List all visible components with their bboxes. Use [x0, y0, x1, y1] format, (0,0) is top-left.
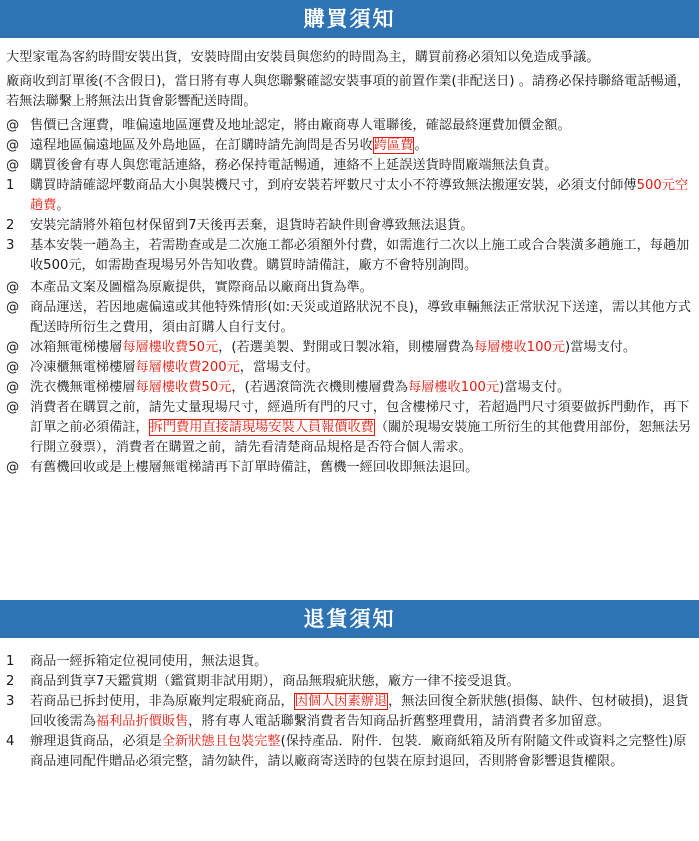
purchase-text-run: 本產品文案及圖檔為原廠提供，實際商品以廠商出貨為準。: [30, 280, 373, 295]
return-text-run: (保持產品．附件．包裝．廠商紙箱及所有附隨文件或資料之完整性)原商品連同配件贈品必須完整，請勿缺件，請以廠商寄送時的包裝在原封退回，否則將會影響退貨權限。: [30, 734, 687, 769]
return-text-run: 若商品已拆封使用，非為原廠判定瑕疵商品，: [30, 694, 294, 709]
purchase-item-text: [30, 136, 693, 156]
purchase-text-run: 售價已含運費，唯偏遠地區運費及地址認定，將由廠商專人電聯後，確認最終運費加價金額。: [30, 118, 571, 133]
purchase-item-text: [30, 176, 693, 216]
purchase-item-marker: 1: [6, 178, 15, 193]
purchase-text-run: 遠程地區偏遠地區及外島地區，在訂購時請先詢問是否另收: [30, 138, 373, 153]
return-highlight: 因個人因素辦退: [294, 694, 388, 709]
purchase-highlight: 每層樓收費50元: [122, 340, 219, 355]
purchase-text-run: 購買時請確認坪數商品大小與裝機尺寸，到府安裝若坪數尺寸太小不符導致無法搬運安裝，必須支付師傅: [30, 178, 637, 193]
return-text-run: 辦理退貨商品，必須是: [30, 734, 162, 749]
purchase-item-marker: @: [6, 460, 20, 475]
purchase-text-run: 冷凍櫃無電梯樓層: [30, 360, 136, 375]
purchase-item: [6, 176, 693, 216]
return-item-text: [30, 692, 693, 732]
purchase-item-marker: @: [6, 340, 20, 355]
purchase-item-text: [30, 216, 693, 236]
return-item-text: [30, 652, 693, 672]
purchase-item-text: [30, 458, 693, 478]
return-item-text: [30, 732, 693, 772]
return-item-marker: 4: [6, 734, 15, 749]
purchase-highlight: 每層樓收費50元: [135, 380, 232, 395]
return-item: [6, 732, 693, 772]
purchase-item-marker: @: [6, 300, 20, 315]
purchase-item-text: [30, 278, 693, 298]
purchase-item-text: [30, 156, 693, 176]
purchase-item-marker: @: [6, 280, 20, 295]
purchase-text-run: )當場支付。: [499, 380, 571, 395]
purchase-item: [6, 458, 693, 478]
return-text-run: 商品一經拆箱定位視同使用，無法退貨。: [30, 654, 268, 669]
return-item-text: [30, 672, 693, 692]
return-item: [6, 652, 693, 672]
purchase-highlight: 跨區費: [373, 138, 414, 153]
return-text-run: ，無法回復全新狀態(損傷、缺件、包材破損)，退貨回收後需為: [30, 694, 689, 729]
purchase-item: [6, 298, 693, 338]
purchase-item: [6, 398, 693, 458]
purchase-text-run: ，當場支付。: [239, 360, 319, 375]
purchase-notice-title: 購買須知: [303, 7, 396, 31]
purchase-text-run: 安裝完請將外箱包材保留到7天後再丟棄，退貨時若缺件則會導致無法退貨。: [30, 218, 474, 233]
purchase-item: [6, 136, 693, 156]
purchase-item-text: [30, 378, 693, 398]
return-item-marker: 2: [6, 674, 15, 689]
purchase-notice-list: [6, 116, 693, 478]
purchase-item: [6, 338, 693, 358]
purchase-item-marker: @: [6, 138, 20, 153]
return-notice-title: 退貨須知: [303, 607, 396, 631]
purchase-item-text: [30, 116, 693, 136]
return-notice-banner: [0, 600, 699, 638]
purchase-item-text: [30, 358, 693, 378]
purchase-text-run: 商品運送，若因地處偏遠或其他特殊情形(如:天災或道路狀況不良)，導致車輛無法正常狀況下送達，需以其他方式配送時所衍生之費用，須由訂購人自行支付。: [30, 300, 691, 335]
purchase-text-run: 消費者在購買之前，請先丈量現場尺寸，經過所有門的尺寸，包含樓梯尺寸，若超過門尺寸須要做拆門動作，再下訂單之前必須備註，: [30, 400, 690, 435]
purchase-text-run: 洗衣機無電梯樓層: [30, 380, 136, 395]
purchase-item-marker: @: [6, 360, 20, 375]
return-text-run: 商品到貨享7天鑑賞期（鑑賞期非試用期），商品無瑕疵狀態，廠方一律不接受退貨。: [30, 674, 520, 689]
purchase-notice-section: [6, 48, 693, 478]
purchase-text-run: 有舊機回收或是上樓層無電梯請再下訂單時備註，舊機一經回收即無法退回。: [30, 460, 479, 475]
purchase-item: [6, 378, 693, 398]
purchase-text-run: ，(若選美製、對開或日製冰箱，則樓層費為: [218, 340, 474, 355]
intro-paragraph-schedule: 大型家電為客約時間安裝出貨，安裝時間由安裝員與您約的時間為主，購買前務必須知以免造成爭議。: [6, 50, 600, 65]
purchase-item-marker: 3: [6, 238, 15, 253]
purchase-highlight: 每層樓收100元: [408, 380, 500, 395]
purchase-text-run: ，(若遇滾筒洗衣機則樓層費為: [231, 380, 408, 395]
purchase-highlight: 500元空趟費: [30, 178, 689, 213]
purchase-highlight: 拆門費用直接請現場安裝人員報價收費: [149, 420, 374, 435]
purchase-text-run: 基本安裝一趟為主，若需勘查或是二次施工都必須額外付費，如需進行二次以上施工或合合裝潢多趟施工，每趟加收500元，如需勘查現場另外告知收費。購買時請備註，廠方不會特別詢問。: [30, 238, 690, 273]
return-item: [6, 672, 693, 692]
purchase-item-marker: 2: [6, 218, 15, 233]
return-notice-list: [6, 652, 693, 772]
return-text-run: ，將有專人電話聯繫消費者告知商品折舊整理費用，請消費者多加留意。: [188, 714, 611, 729]
purchase-text-run: 。: [414, 138, 428, 153]
return-item-marker: 1: [6, 654, 15, 669]
purchase-item-marker: @: [6, 380, 20, 395]
purchase-item-text: [30, 338, 693, 358]
purchase-item: [6, 236, 693, 276]
purchase-item-text: [30, 236, 693, 276]
return-highlight: 福利品折價販售: [95, 714, 189, 729]
purchase-item: [6, 278, 693, 298]
purchase-item-marker: @: [6, 400, 20, 415]
purchase-text-run: 。: [56, 198, 70, 213]
purchase-item-marker: @: [6, 158, 20, 173]
purchase-item-text: [30, 398, 693, 458]
purchase-item: [6, 216, 693, 236]
purchase-text-run: （關於現場安裝施工所衍生的其他費用部份，恕無法另行開立發票），消費者在購置之前，請先看清楚商品規格是否符合個人需求。: [30, 420, 692, 455]
purchase-item: [6, 358, 693, 378]
purchase-item-text: [30, 298, 693, 338]
purchase-text-run: 購買後會有專人與您電話連絡，務必保持電話暢通，連絡不上延誤送貨時間廠端無法負責。: [30, 158, 558, 173]
return-notice-section: [6, 652, 693, 772]
purchase-item-marker: @: [6, 118, 20, 133]
purchase-item: [6, 116, 693, 136]
purchase-item: [6, 156, 693, 176]
purchase-text-run: )當場支付。: [565, 340, 637, 355]
return-highlight: 全新狀態且包裝完整: [161, 734, 281, 749]
intro-paragraph-contact: 廠商收到訂單後(不含假日)，當日將有專人與您聯繫確認安裝事項的前置作業(非配送日) 。請務必保持聯絡電話暢通，若無法聯繫上將無法出貨會影響配送時間。: [6, 74, 691, 109]
return-item: [6, 692, 693, 732]
purchase-highlight: 每層樓收100元: [473, 340, 566, 355]
purchase-text-run: 冰箱無電梯樓層: [30, 340, 123, 355]
purchase-highlight: 每層樓收費200元: [135, 360, 240, 375]
return-item-marker: 3: [6, 694, 15, 709]
purchase-notice-banner: [0, 0, 699, 38]
